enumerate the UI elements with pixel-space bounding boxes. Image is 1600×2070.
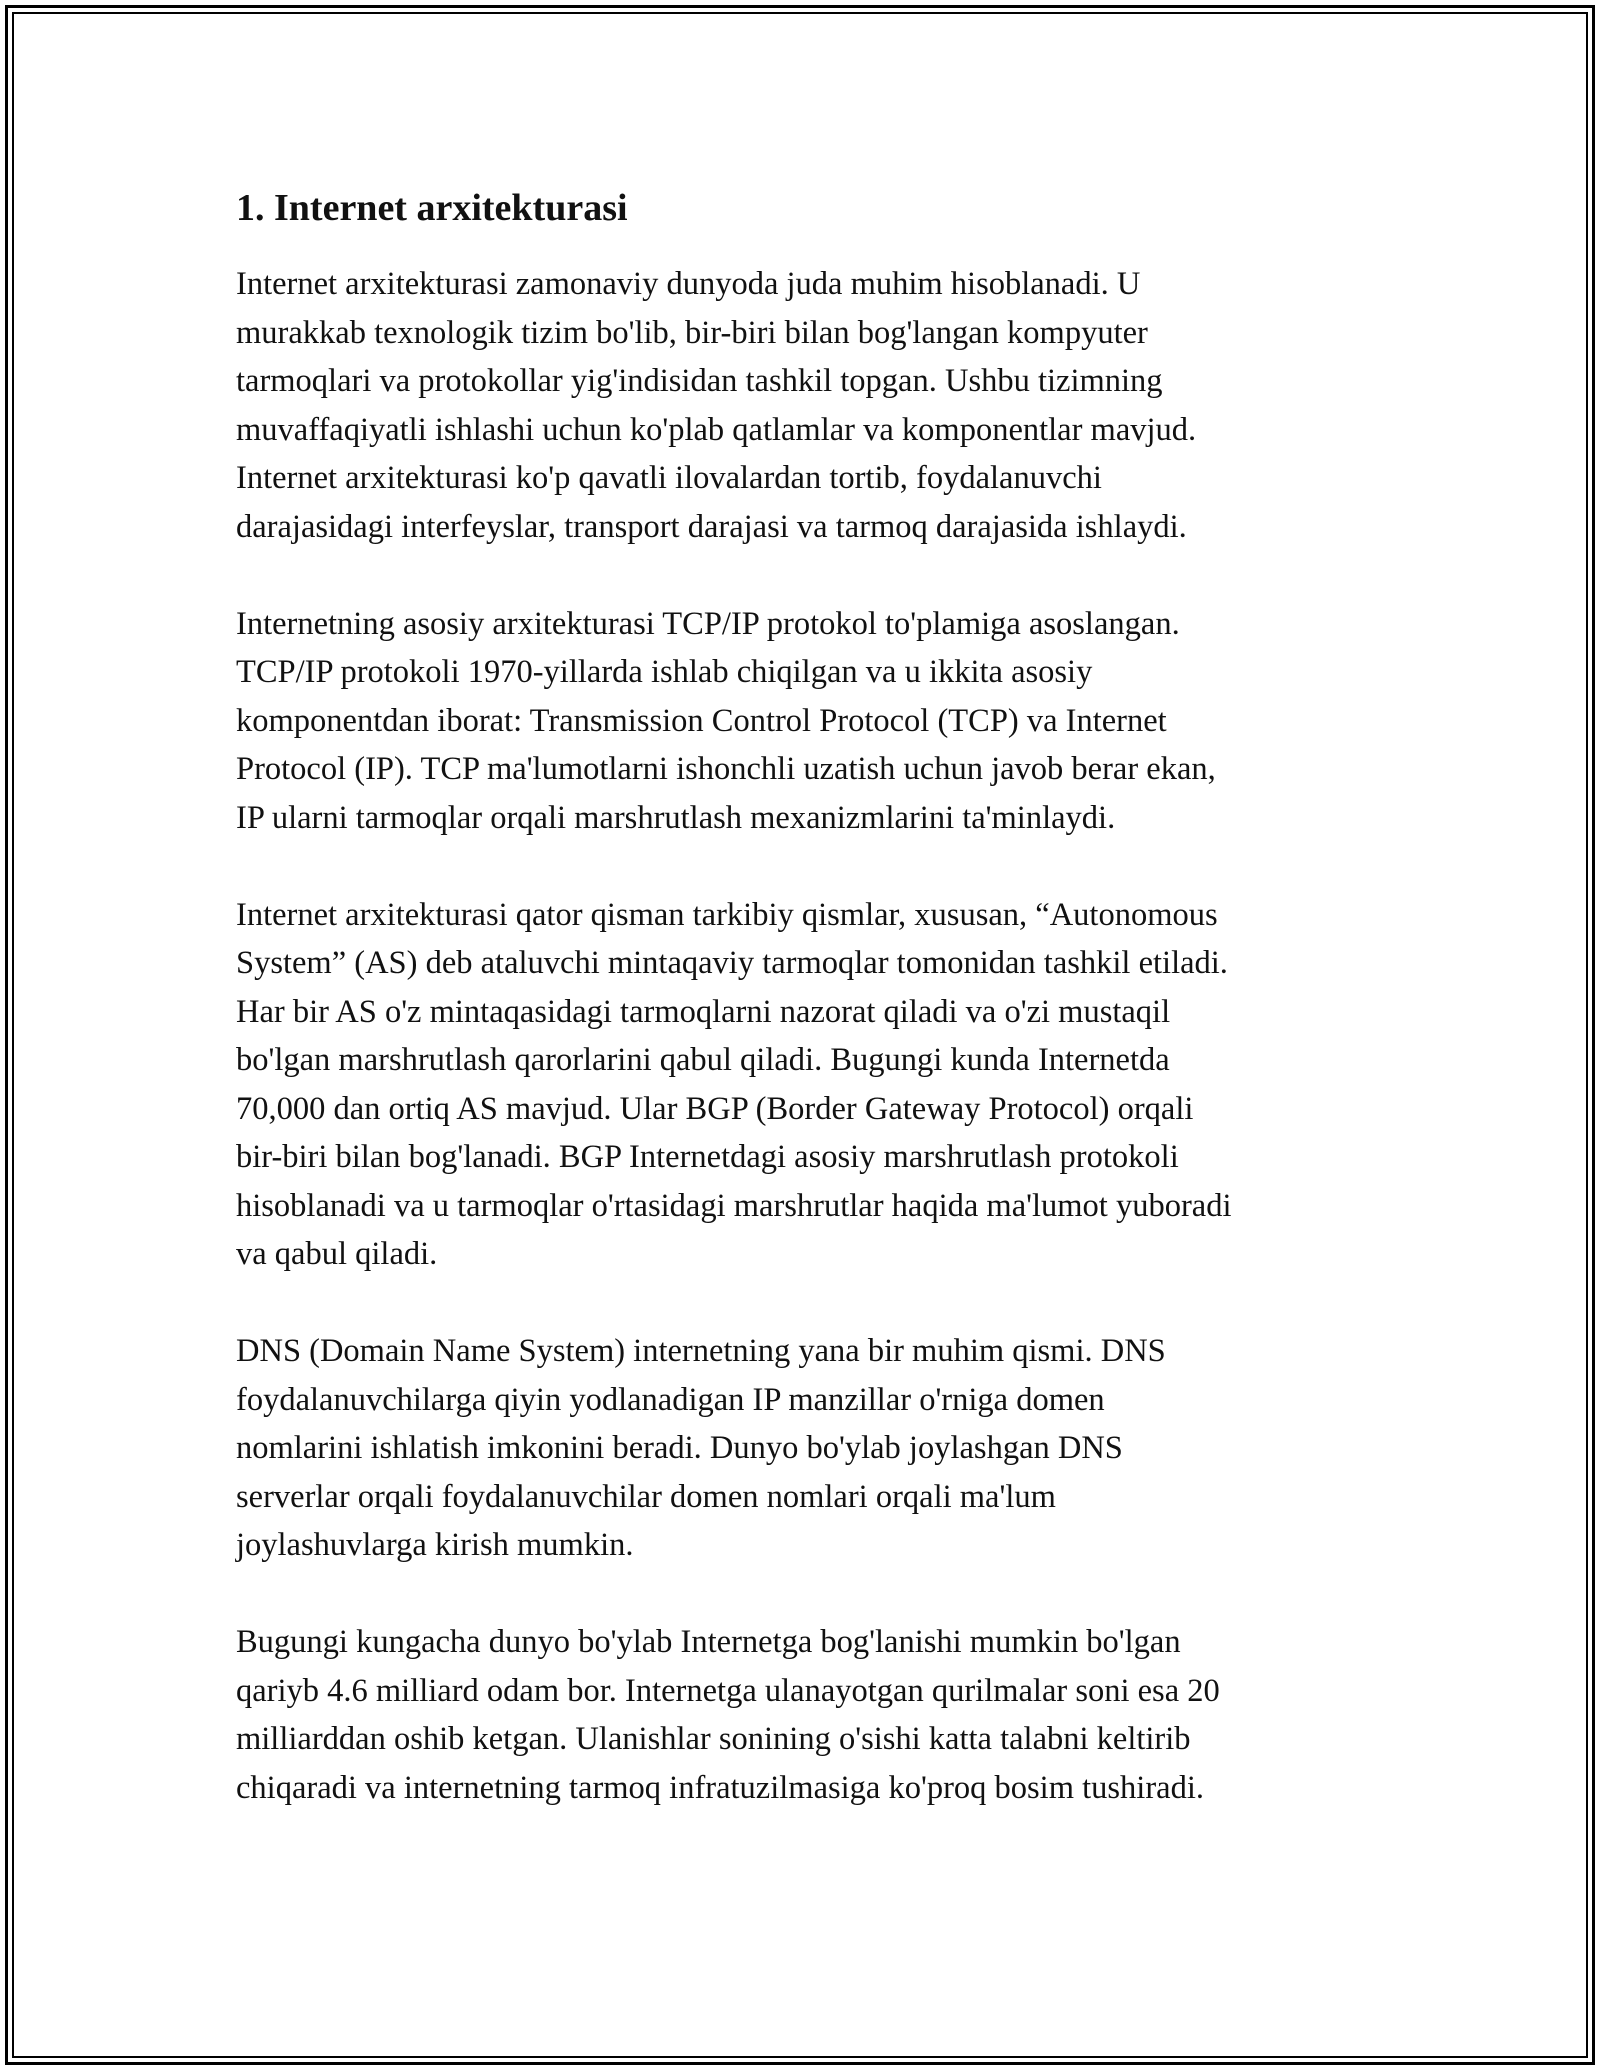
text-line: System” (AS) deb ataluvchi mintaqaviy tarmoqlar tomonidan tashkil etiladi.	[236, 945, 1228, 981]
text-line: foydalanuvchilarga qiyin yodlanadigan IP manzillar o'rniga domen	[236, 1381, 1105, 1418]
paragraph-4	[236, 1327, 1366, 1570]
text-line: Internet arxitekturasi zamonaviy dunyoda juda muhim hisoblanadi. U	[236, 266, 1141, 302]
text-line: murakkab texnologik tizim bo'lib, bir-biri bilan bog'langan kompyuter	[236, 314, 1148, 351]
text-line: bir-biri bilan bog'lanadi. BGP Internetdagi asosiy marshrutlash protokoli	[236, 1139, 1179, 1175]
text-line: muvaffaqiyatli ishlashi uchun ko'plab qatlamlar va komponentlar mavjud.	[236, 411, 1197, 448]
text-line: Protocol (IP). TCP ma'lumotlarni ishonchli uzatish uchun javob berar ekan,	[236, 751, 1216, 787]
text-line: tarmoqlari va protokollar yig'indisidan tashkil topgan. Ushbu tizimning	[236, 363, 1163, 399]
text-line: Bugungi kungacha dunyo bo'ylab Internetga bog'lanishi mumkin bo'lgan	[236, 1624, 1181, 1660]
text-line: milliarddan oshib ketgan. Ulanishlar sonining o'sishi katta talabni keltirib	[236, 1721, 1191, 1757]
paragraph-5	[236, 1618, 1366, 1812]
text-line: komponentdan iborat: Transmission Control Protocol (TCP) va Internet	[236, 702, 1167, 739]
text-line: 70,000 dan ortiq AS mavjud. Ular BGP (Border Gateway Protocol) orqali	[236, 1090, 1194, 1127]
text-line: joylashuvlarga kirish mumkin.	[236, 1527, 634, 1563]
section-heading: 1. Internet arxitekturasi	[236, 187, 628, 229]
text-line: Internetning asosiy arxitekturasi TCP/IP protokol to'plamiga asoslangan.	[236, 605, 1180, 642]
paragraph-2	[236, 600, 1366, 843]
text-line: qariyb 4.6 milliard odam bor. Internetga ulanayotgan qurilmalar soni esa 20	[236, 1672, 1220, 1709]
text-line: IP ularni tarmoqlar orqali marshrutlash mexanizmlarini ta'minlaydi.	[236, 799, 1116, 836]
text-line: va qabul qiladi.	[236, 1236, 438, 1272]
paragraph-3	[236, 891, 1366, 1279]
text-line: serverlar orqali foydalanuvchilar domen nomlari orqali ma'lum	[236, 1478, 1056, 1515]
text-line: Internet arxitekturasi ko'p qavatli ilovalardan tortib, foydalanuvchi	[236, 460, 1102, 496]
text-line: darajasidagi interfeyslar, transport darajasi va tarmoq darajasida ishlaydi.	[236, 508, 1187, 545]
text-line: Har bir AS o'z mintaqasidagi tarmoqlarni nazorat qiladi va o'zi mustaqil	[236, 993, 1171, 1030]
paragraph-1	[236, 260, 1366, 551]
text-line: nomlarini ishlatish imkonini beradi. Dunyo bo'ylab joylashgan DNS	[236, 1430, 1123, 1466]
text-line: hisoblanadi va u tarmoqlar o'rtasidagi marshrutlar haqida ma'lumot yuboradi	[236, 1187, 1232, 1224]
document-body	[236, 184, 1366, 1861]
text-line: chiqaradi va internetning tarmoq infratuzilmasiga ko'proq bosim tushiradi.	[236, 1769, 1204, 1806]
text-line: Internet arxitekturasi qator qisman tarkibiy qismlar, xususan, “Autonomous	[236, 896, 1218, 933]
text-line: DNS (Domain Name System) internetning yana bir muhim qismi. DNS	[236, 1333, 1166, 1369]
text-line: TCP/IP protokoli 1970-yillarda ishlab chiqilgan va u ikkita asosiy	[236, 654, 1093, 690]
text-line: bo'lgan marshrutlash qarorlarini qabul qiladi. Bugungi kunda Internetda	[236, 1042, 1170, 1078]
